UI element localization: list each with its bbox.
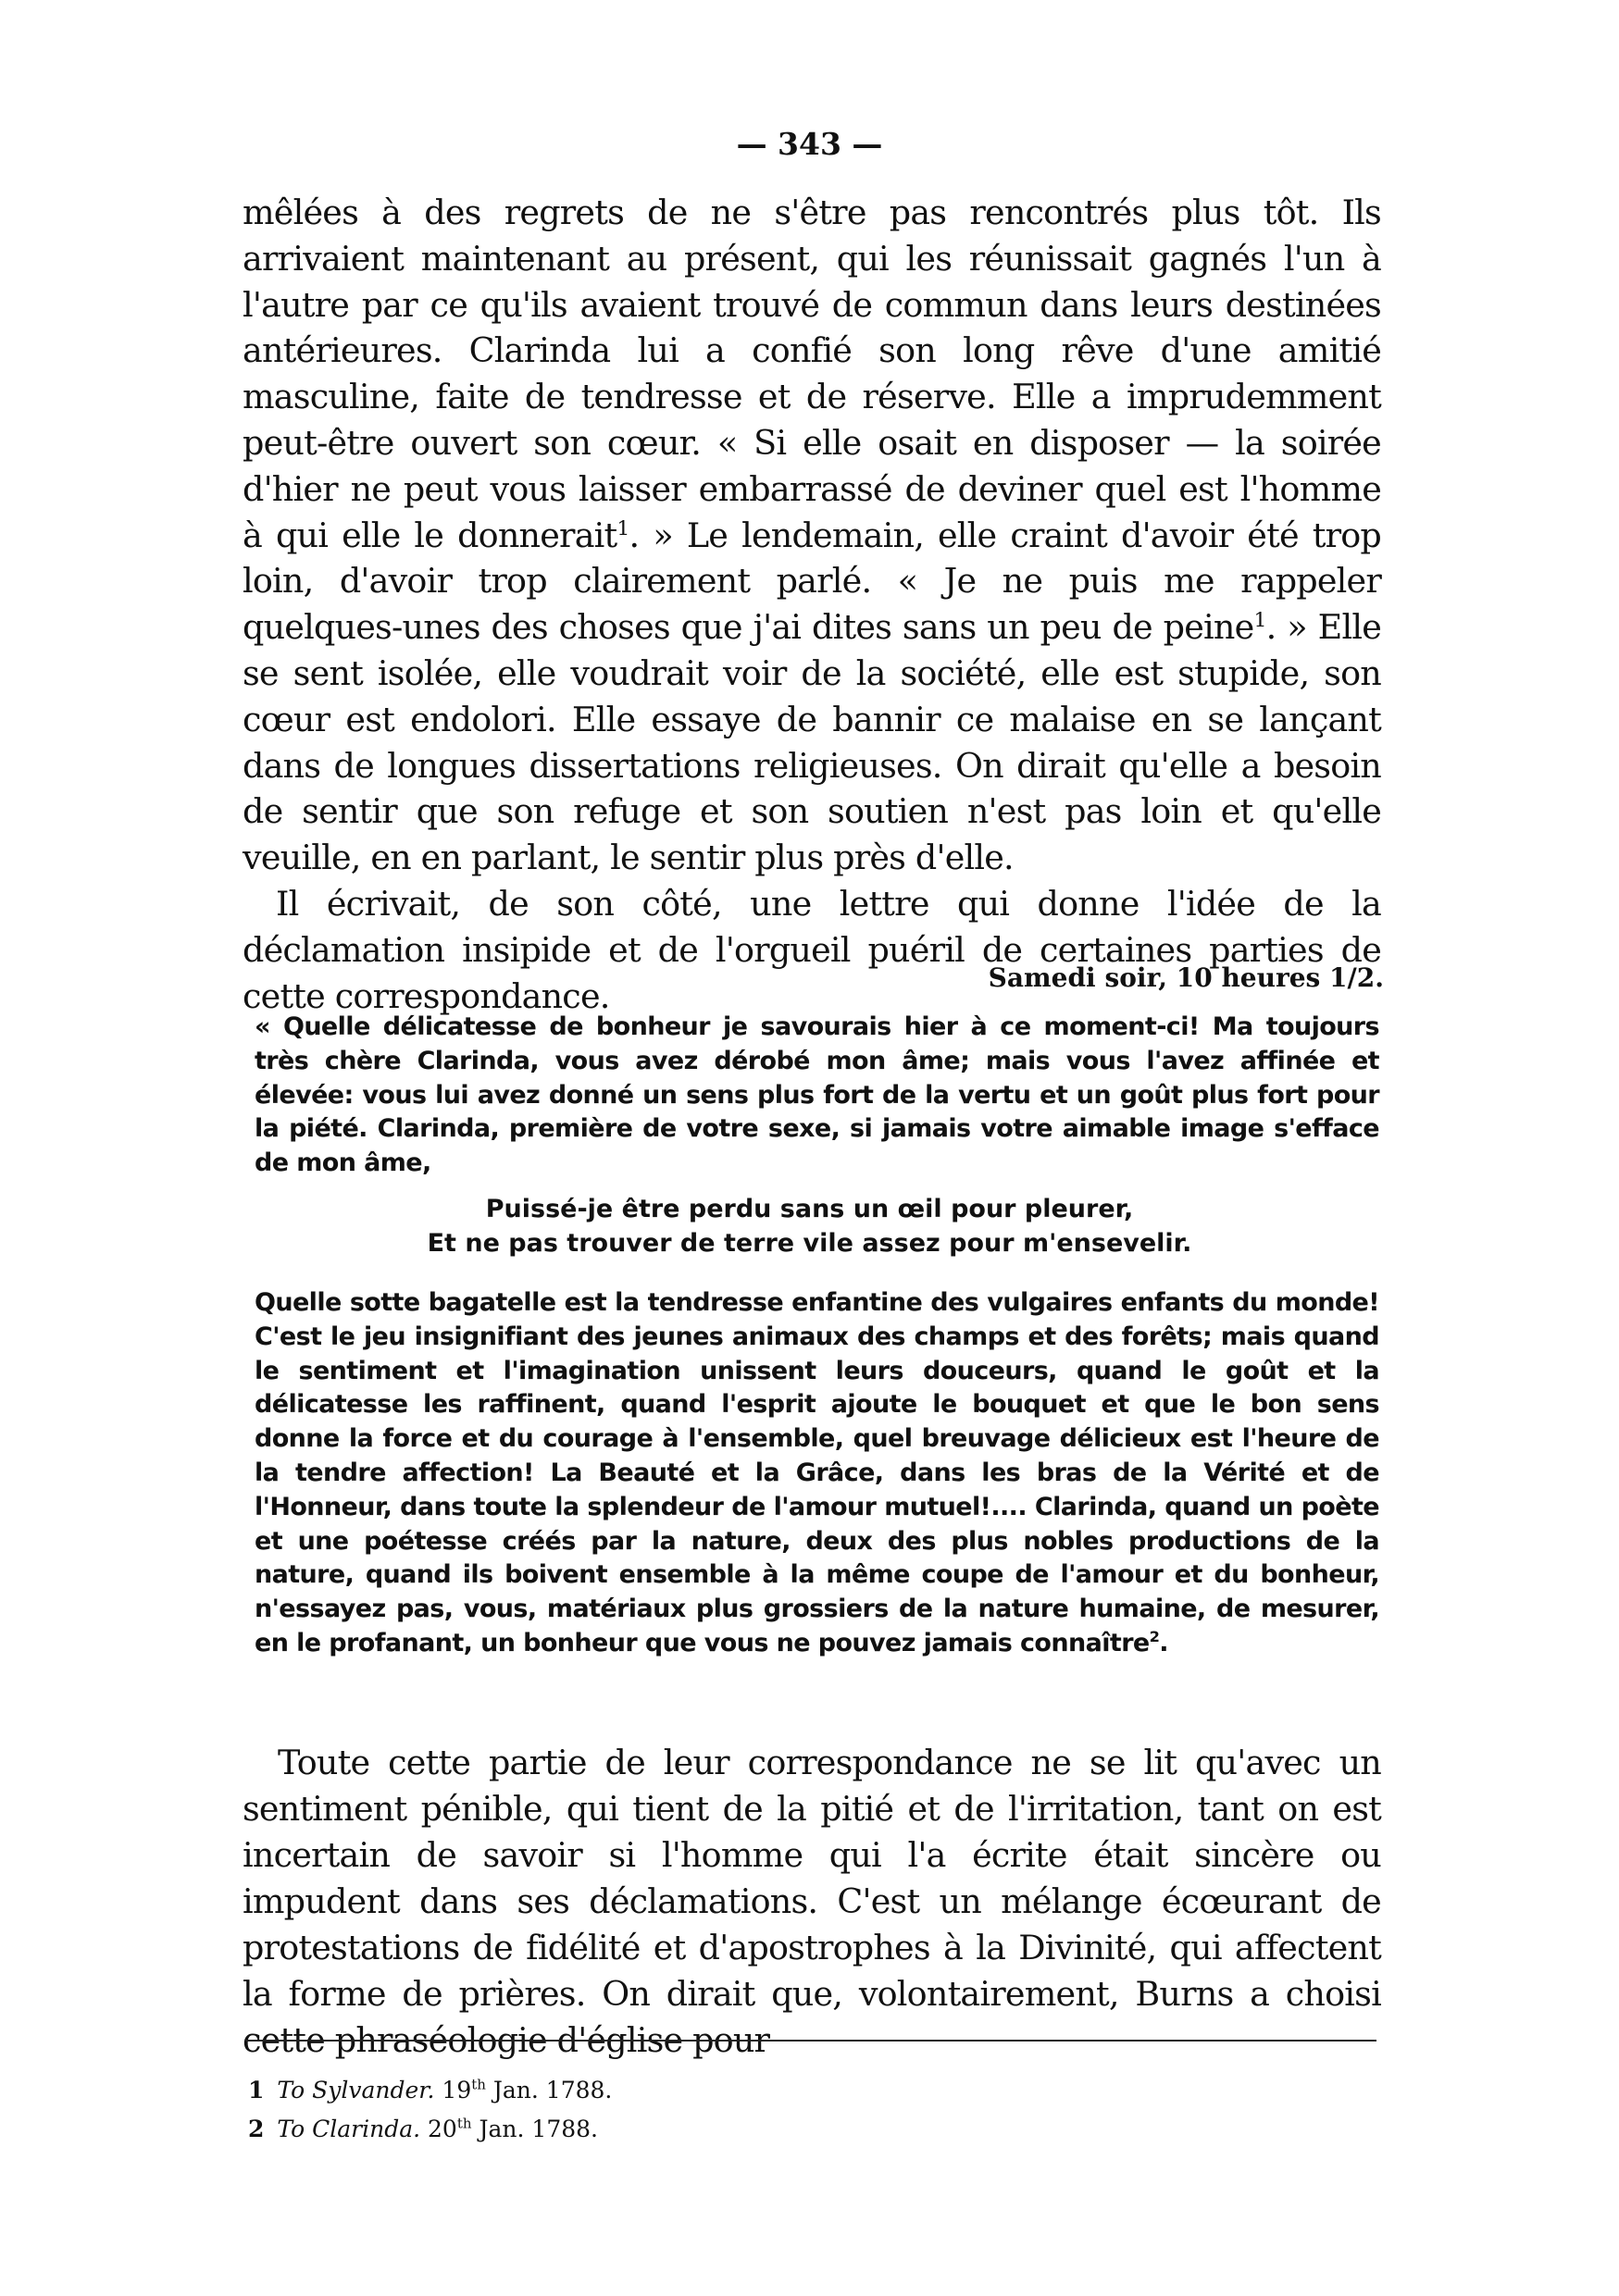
footnote-date-rest: Jan. 1788. [471, 2116, 598, 2142]
footnote-ref-1b: 1 [1253, 609, 1266, 633]
page-number: — 343 — [736, 126, 883, 162]
footnote-day: 20 [428, 2116, 457, 2142]
footnote-day: 19 [442, 2077, 472, 2104]
footnote-ref-2: 2 [1149, 1627, 1160, 1645]
footnote-date-rest: Jan. 1788. [485, 2077, 613, 2104]
letter-closing [255, 1286, 1379, 1661]
letter-opening-text: « Quelle délicatesse de bonheur je savourais hier à ce moment-ci! Ma toujours très chère Clarinda, vous avez dérobé mon âme; mais vous l'avez affinée et élevée: vous lui avez donné un sens plus fort de la vertu et un goût plus fort pour la piété. Clarinda, première de votre sexe, si jamais votre aimable image s'efface de mon âme, [255, 1012, 1379, 1178]
paragraph-2: Il écrivait, de son côté, une lettre qui donne l'idée de la déclamation insipide et de l'orgueil puéril de certaines parties de cette correspondance. [243, 883, 1381, 1016]
footnotes [248, 2071, 612, 2149]
letter-closing-text [255, 1286, 1379, 1661]
footnote-2 [248, 2110, 612, 2149]
footnote-title: To Sylvander. [277, 2077, 435, 2104]
footnote-1 [248, 2071, 612, 2110]
letter-closing-body: Quelle sotte bagatelle est la tendresse enfantine des vulgaires enfants du monde! C'est le jeu insignifiant des jeunes animaux des champs et des forêts; mais quand le sentiment et l'imagination unissent leurs douceurs, quand le goût et la délicatesse les raffinent, quand l'esprit ajoute le bouquet et que le bon sens donne la force et du courage à l'ensemble, quel breuvage délicieux est l'heure de la tendre affection! La Beauté et la Grâce, dans les bras de la Vérité et de l'Honneur, dans toute la splendeur de l'amour mutuel!.... Clarinda, quand un poète et une poétesse créés par la nature, deux des plus nobles productions de la nature, quand ils boivent ensemble à la même coupe de l'amour et du bonheur, n'essayez pas, vous, matériaux plus grossiers de la nature humaine, de mesurer, en le profanant, un bonheur que vous ne pouvez jamais connaître [255, 1288, 1379, 1657]
paragraph-1-text-a: mêlées à des regrets de ne s'être pas rencontrés plus tôt. Ils arrivaient maintenant au présent, qui les réunissait gagnés l'un à l'autre par ce qu'ils avaient trouvé de commun dans leurs destinées antérieures. Clarinda lui a confié son long rêve d'une amitié masculine, faite de tendresse et de réserve. Elle a imprudemment peut-être ouvert son cœur. « Si elle osait en disposer — la soirée d'hier ne peut vous laisser embarrassé de deviner quel est l'homme à qui elle le donnerait [243, 192, 1381, 555]
footnote-ref-1: 1 [616, 516, 629, 540]
conclusion-paragraph: Toute cette partie de leur correspondance ne se lit qu'avec un sentiment pénible, qui tient de la pitié et de l'irritation, tant on est incertain de savoir si l'homme qui l'a écrite était sincère ou impudent dans ses déclamations. C'est un mélange écœurant de protestations de fidélité et d'apostrophes à la Divinité, qui affectent la forme de prières. On dirait que, volontairement, Burns a choisi cette phraséologie d'église pour [243, 1743, 1381, 2060]
letter-opening [255, 1011, 1379, 1181]
verse-line-2: Et ne pas trouver de terre vile assez pour m'ensevelir. [427, 1229, 1192, 1258]
paragraph-1-text-c: . » Elle se sent isolée, elle voudrait voir de la société, elle est stupide, son cœur est endolori. Elle essaye de bannir ce malaise en se lançant dans de longues dissertations religieuses. On dirait qu'elle a besoin de sentir que son refuge et son soutien n'est pas loin et qu'elle veuille, en en parlant, le sentir plus près d'elle. [243, 607, 1381, 878]
footnote-day-suffix: th [471, 2076, 486, 2093]
main-text [243, 190, 1381, 1019]
letter-closing-end: . [1159, 1628, 1168, 1657]
verse-quote [0, 1192, 1619, 1260]
footnote-day-suffix: th [456, 2115, 472, 2132]
letter-date: Samedi soir, 10 heures 1/2. [988, 962, 1384, 993]
footnote-mark: 2 [248, 2116, 265, 2142]
footnote-divider [245, 2040, 1376, 2042]
footnote-mark: 1 [248, 2077, 265, 2104]
paragraph-1-text-b: . » Le lendemain, elle craint d'avoir été trop loin, d'avoir trop clairement parlé. « Je ne puis me rappeler quelques-unes des choses que j'ai dites sans un peu de peine [243, 515, 1381, 648]
footnote-title: To Clarinda. [277, 2116, 421, 2142]
paragraph-1 [243, 190, 1381, 881]
verse-line-1: Puissé-je être perdu sans un œil pour pleurer, [485, 1195, 1134, 1223]
